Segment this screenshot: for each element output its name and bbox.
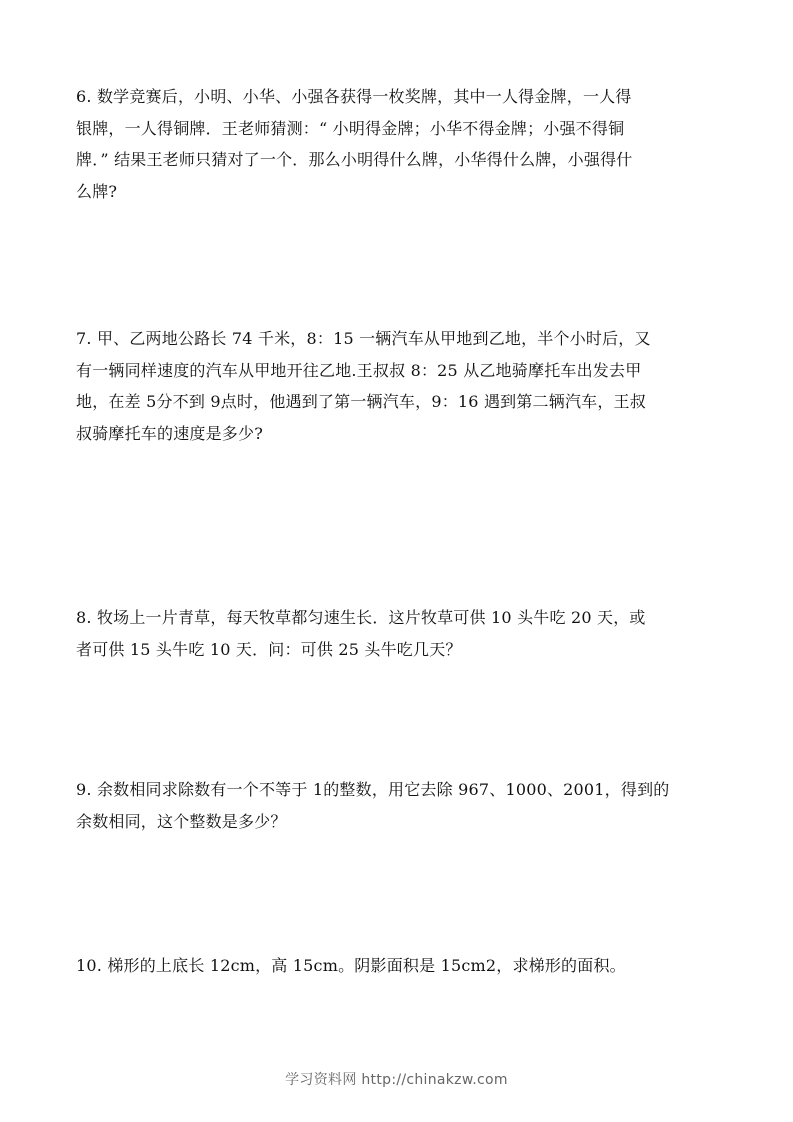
question-6 xyxy=(76,81,726,207)
question-6-line-4: 么牌? xyxy=(76,181,118,201)
question-7-line-3: 地，在差 5分不到 9点时，他遇到了第一辆汽车，9：16 遇到第二辆汽车，王叔 xyxy=(76,392,646,411)
question-6-line-2: 银牌，一人得铜牌．王老师猜测：“ 小明得金牌；小华不得金牌；小强不得铜 xyxy=(76,118,625,138)
footer-watermark: 学习资料网 http://chinakzw.com xyxy=(285,1072,508,1088)
question-6-line-1: 6. 数学竞赛后，小明、小华、小强各获得一枚奖牌，其中一人得金牌，一人得 xyxy=(76,87,632,106)
question-7 xyxy=(76,323,726,449)
question-8-line-2: 者可供 15 头牛吃 10 天．问：可供 25 头牛吃几天？ xyxy=(76,639,462,659)
question-10-line-1: 10. 梯形的上底长 12cm，高 15cm。阴影面积是 15cm2，求梯形的面积。 xyxy=(76,956,626,975)
question-7-line-4: 叔骑摩托车的速度是多少? xyxy=(76,423,263,443)
question-9-line-1: 9. 余数相同求除数有一个不等于 1的整数，用它去除 967、1000、2001，得到的 xyxy=(76,780,670,799)
question-9-line-2: 余数相同，这个整数是多少？ xyxy=(76,811,287,831)
question-7-line-2: 有一辆同样速度的汽车从甲地开往乙地.王叔叔 8：25 从乙地骑摩托车出发去甲 xyxy=(76,360,642,380)
question-8 xyxy=(76,602,726,665)
question-6-line-3: 牌．” 结果王老师只猜对了一个．那么小明得什么牌，小华得什么牌，小强得什 xyxy=(76,150,633,169)
question-9 xyxy=(76,774,726,837)
question-7-line-1: 7. 甲、乙两地公路长 74 千米，8：15 一辆汽车从甲地到乙地，半个小时后，又 xyxy=(76,329,651,348)
question-8-line-1: 8. 牧场上一片青草，每天牧草都匀速生长．这片牧草可供 10 头牛吃 20 天，或 xyxy=(76,608,646,627)
question-10 xyxy=(76,950,726,982)
